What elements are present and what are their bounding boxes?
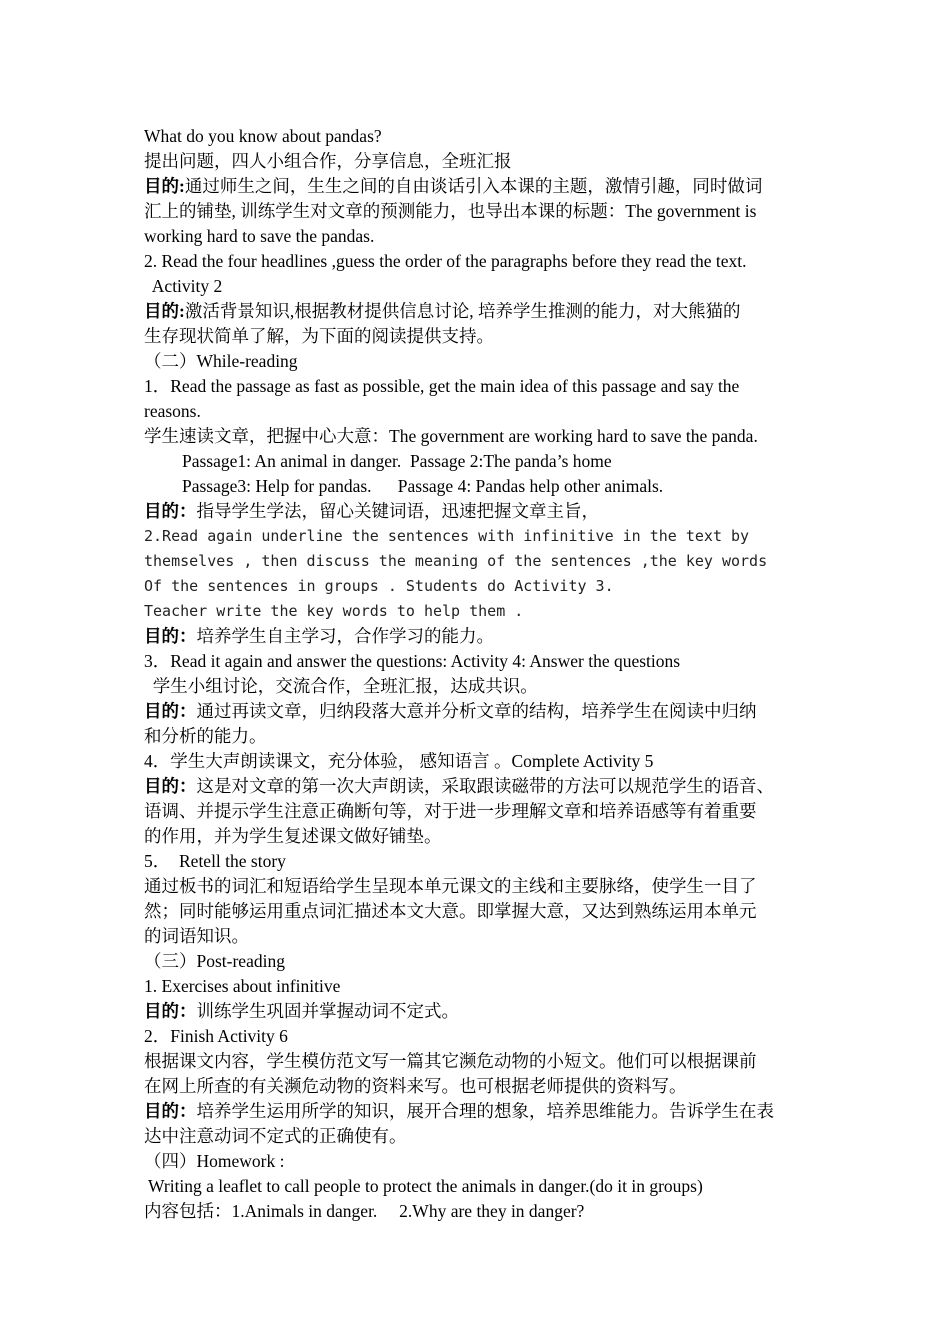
purpose-line: 目的：通过再读文章，归纳段落大意并分析文章的结构，培养学生在阅读中归纳 — [144, 701, 757, 721]
purpose-line: 目的：训练学生巩固并掌握动词不定式。 — [144, 1001, 459, 1021]
text-line: Activity 2 — [144, 276, 223, 296]
text-line: 2.Read again underline the sentences with infinitive in the text by — [144, 527, 750, 545]
text-line: 汇上的铺垫, 训练学生对文章的预测能力，也导出本课的标题：The government is — [144, 201, 757, 221]
text-line: 的作用，并为学生复述课文做好铺垫。 — [144, 826, 442, 846]
text-line: 3．Read it again and answer the questions: Activity 4: Answer the questions — [144, 651, 681, 671]
purpose-label: 目的: — [144, 301, 185, 321]
text-line: Writing a leaflet to call people to protect the animals in danger.(do it in groups) — [144, 1176, 703, 1196]
text-line: 学生速读文章，把握中心大意：The government are working hard to save the panda. — [144, 426, 758, 446]
text-line: 的词语知识。 — [144, 926, 249, 946]
purpose-label: 目的： — [144, 626, 197, 646]
purpose-line: 目的:激活背景知识,根据教材提供信息讨论, 培养学生推测的能力，对大熊猫的 — [144, 301, 741, 321]
purpose-label: 目的： — [144, 1001, 197, 1021]
purpose-label: 目的： — [144, 1101, 197, 1121]
purpose-label: 目的： — [144, 701, 197, 721]
purpose-label: 目的： — [144, 501, 197, 521]
text-line: 和分析的能力。 — [144, 726, 267, 746]
purpose-line: 目的:通过师生之间，生生之间的自由谈话引入本课的主题，激情引趣，同时做词 — [144, 176, 763, 196]
text-line: 学生小组讨论，交流合作，全班汇报，达成共识。 — [144, 676, 538, 696]
text-line: 在网上所查的有关濒危动物的资料来写。也可根据老师提供的资料写。 — [144, 1076, 687, 1096]
text-line: 生存现状简单了解，为下面的阅读提供支持。 — [144, 326, 494, 346]
purpose-line: 目的：培养学生运用所学的知识，展开合理的想象，培养思维能力。告诉学生在表 — [144, 1101, 774, 1121]
text-line: 2．Finish Activity 6 — [144, 1026, 288, 1046]
text-line: 内容包括：1.Animals in danger. 2.Why are they in danger? — [144, 1201, 585, 1221]
text-line: 根据课文内容，学生模仿范文写一篇其它濒危动物的小短文。他们可以根据课前 — [144, 1051, 757, 1071]
text-line: 通过板书的词汇和短语给学生呈现本单元课文的主线和主要脉络，使学生一目了 — [144, 876, 757, 896]
text-line: 达中注意动词不定式的正确使有。 — [144, 1126, 407, 1146]
text-line: working hard to save the pandas. — [144, 226, 375, 246]
section-heading: （二）While-reading — [144, 351, 298, 371]
text-line: reasons. — [144, 401, 201, 421]
text-line: Teacher write the key words to help them . — [144, 602, 524, 620]
document-body — [144, 124, 814, 1224]
text-line: 1. Exercises about infinitive — [144, 976, 341, 996]
text-line: 语调、并提示学生注意正确断句等，对于进一步理解文章和培养语感等有着重要 — [144, 801, 757, 821]
text-line: Passage3: Help for pandas. Passage 4: Pandas help other animals. — [182, 476, 664, 496]
text-line: What do you know about pandas? — [144, 126, 382, 146]
section-heading: （四）Homework : — [144, 1151, 285, 1171]
text-line: 1．Read the passage as fast as possible, get the main idea of this passage and say the — [144, 376, 740, 396]
text-line: 然；同时能够运用重点词汇描述本文大意。即掌握大意，又达到熟练运用本单元 — [144, 901, 757, 921]
purpose-label: 目的: — [144, 176, 185, 196]
text-line: Of the sentences in groups . Students do Activity 3. — [144, 577, 614, 595]
purpose-label: 目的： — [144, 776, 197, 796]
text-line: 提出问题，四人小组合作，分享信息，全班汇报 — [144, 151, 512, 171]
text-line: 2. Read the four headlines ,guess the order of the paragraphs before they read the text. — [144, 251, 747, 271]
text-line: 4．学生大声朗读课文，充分体验， 感知语言 。Complete Activity 5 — [144, 751, 654, 771]
purpose-line: 目的：这是对文章的第一次大声朗读，采取跟读磁带的方法可以规范学生的语音、 — [144, 776, 774, 796]
purpose-line: 目的：指导学生学法，留心关键词语，迅速把握文章主旨， — [144, 501, 599, 521]
text-line: 5． Retell the story — [144, 851, 286, 871]
section-heading: （三）Post-reading — [144, 951, 285, 971]
text-line: themselves , then discuss the meaning of the sentences ,the key words — [144, 552, 768, 570]
text-line: Passage1: An animal in danger. Passage 2:The panda’s home — [182, 451, 612, 471]
purpose-line: 目的：培养学生自主学习，合作学习的能力。 — [144, 626, 494, 646]
